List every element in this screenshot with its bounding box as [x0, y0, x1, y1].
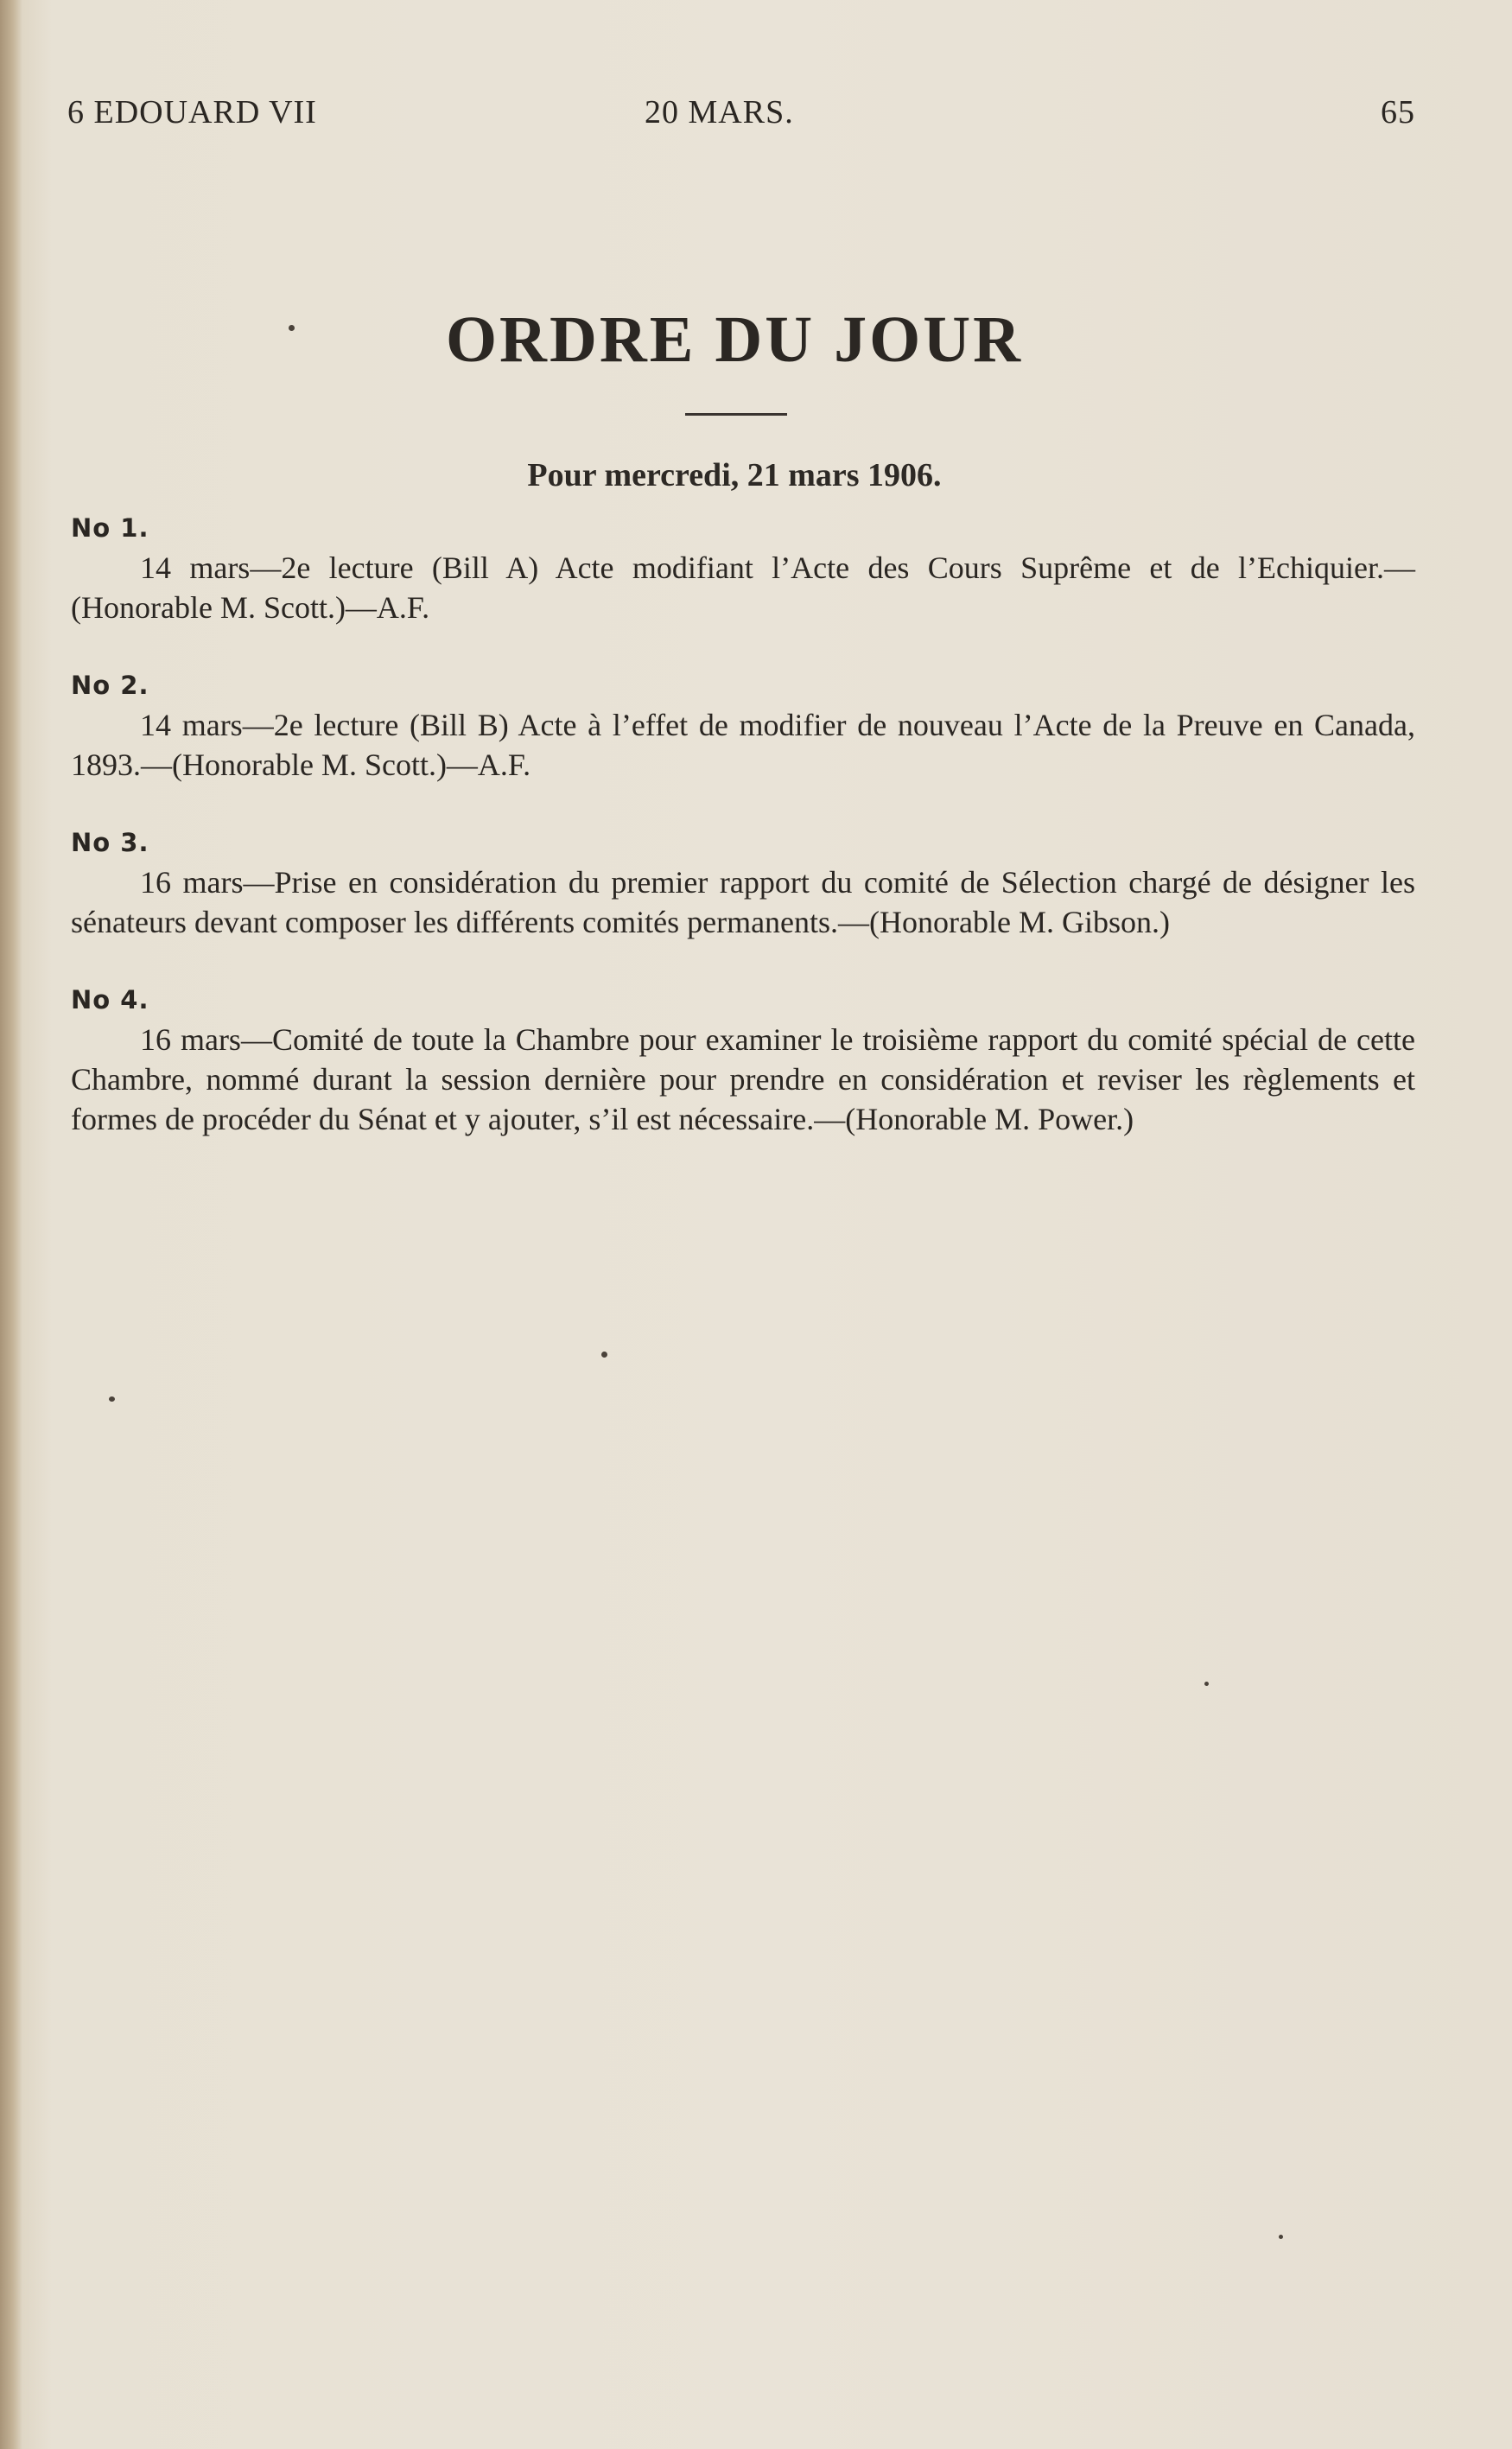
order-item-number: No 2. — [71, 671, 149, 700]
order-item-text: 14 mars—2e lecture (Bill A) Acte modifiant l’Acte des Cours Suprême et de l’Echiquier.—(Honorable M. Scott.)—A.F. — [71, 550, 1415, 625]
order-item-4 — [71, 980, 1415, 1139]
order-items-list — [71, 508, 1415, 1177]
date-subtitle: Pour mercredi, 21 mars 1906. — [527, 457, 942, 493]
order-item-text: 14 mars—2e lecture (Bill B) Acte à l’effet de modifier de nouveau l’Acte de la Preuve en Canada, 1893.—(Honorable M. Scott.)—A.F. — [71, 708, 1415, 782]
paper-speck — [109, 1396, 115, 1402]
paper-speck — [289, 325, 295, 331]
paper-speck — [1279, 2235, 1283, 2239]
page-number: 65 — [1381, 94, 1415, 130]
order-item-3 — [71, 823, 1415, 942]
order-item-number: No 1. — [71, 513, 149, 543]
order-item-text: 16 mars—Comité de toute la Chambre pour examiner le troisième rapport du comité spécial de cette Chambre, nommé durant la session dernière pour prendre en considération et reviser les règlements et formes de procéder du Sénat et y ajouter, s’il est nécessaire.—(Honorable M. Power.) — [71, 1022, 1415, 1136]
page-title: ORDRE DU JOUR — [445, 303, 1024, 376]
running-head-session: 6 EDOUARD VII — [67, 94, 317, 130]
paper-speck — [1204, 1682, 1209, 1686]
running-head-date: 20 MARS. — [645, 94, 794, 130]
paper-speck — [601, 1352, 607, 1358]
order-item-1 — [71, 508, 1415, 627]
title-divider — [685, 413, 787, 416]
order-item-number: No 4. — [71, 985, 149, 1015]
order-item-text: 16 mars—Prise en considération du premier rapport du comité de Sélection chargé de désigner les sénateurs devant composer les différents comités permanents.—(Honorable M. Gibson.) — [71, 865, 1415, 939]
running-head — [67, 93, 1415, 135]
order-item-2 — [71, 665, 1415, 785]
order-item-number: No 3. — [71, 828, 149, 857]
